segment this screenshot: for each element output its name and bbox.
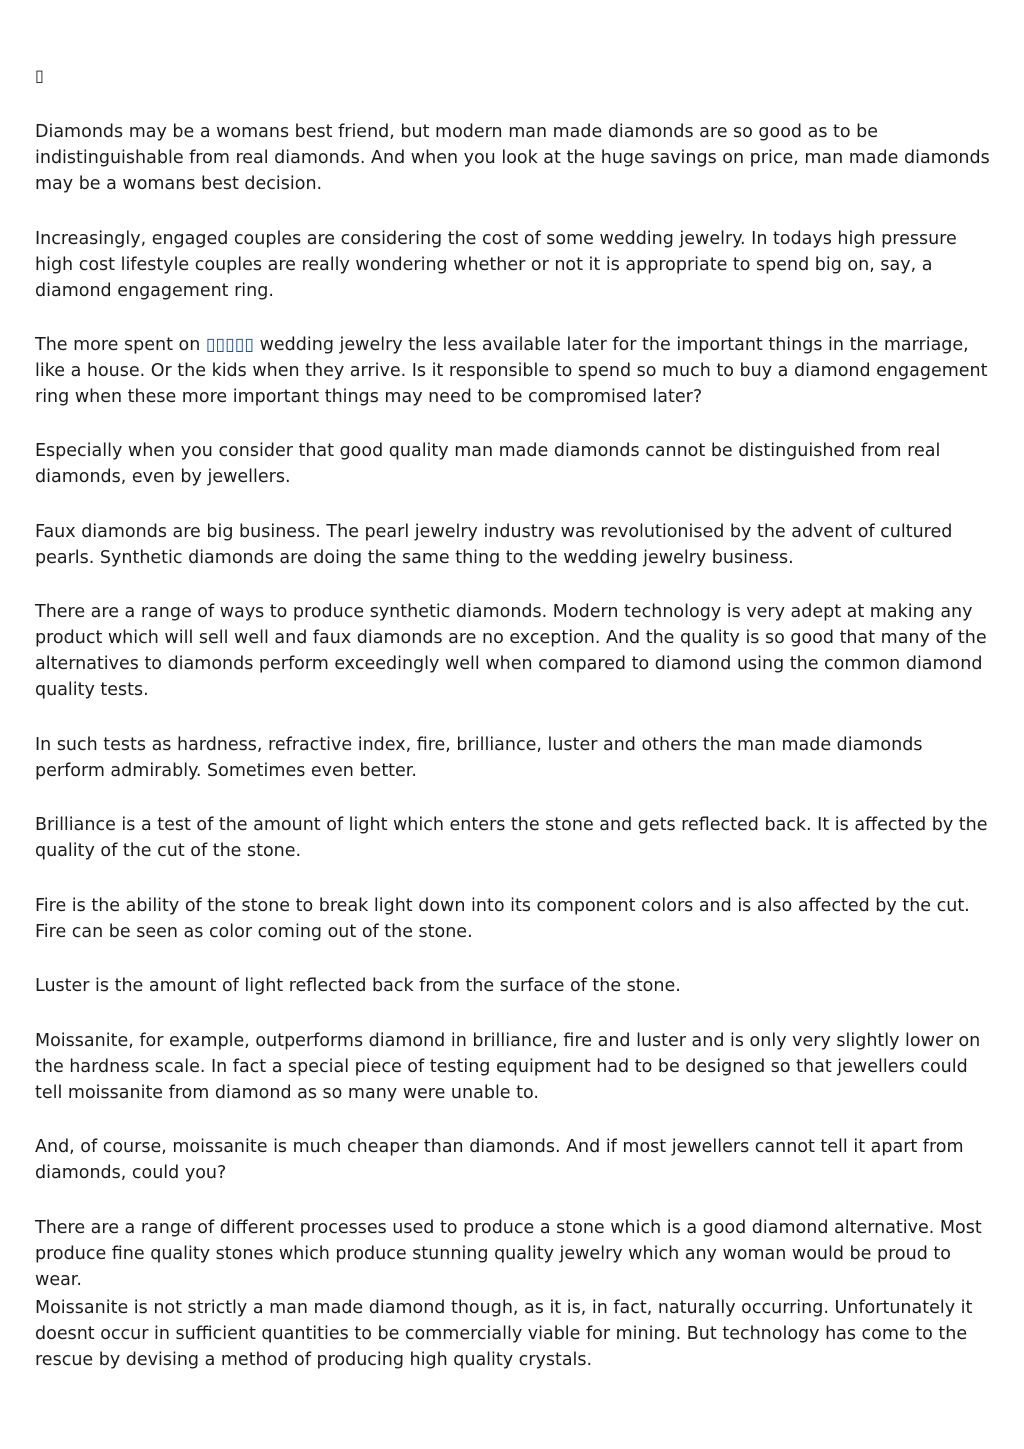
paragraph-11: Moissanite, for example, outperforms diamond in brilliance, fire and luster and is only very slightly lower on the hardness scale. In fact a special piece of testing equipment had to be designed so that jewellers could tell moissanite from diamond as so many were unable to. — [35, 1031, 981, 1103]
paragraph-6: There are a range of ways to produce synthetic diamonds. Modern technology is very adept at making any product which will sell well and faux diamonds are no exception. And the quality is so good that many of the alternatives to diamonds perform exceedingly well when compared to diamond using the common diamond quality tests. — [35, 602, 987, 700]
paragraph-10: Luster is the amount of light reflected back from the surface of the stone. — [35, 976, 681, 996]
paragraph-5: Faux diamonds are big business. The pearl jewelry industry was revolutionised by the advent of cultured pearls. Synthetic diamonds are doing the same thing to the wedding jewelry business. — [35, 522, 953, 568]
paragraph-3 — [35, 332, 995, 410]
inline-link[interactable]: ▯▯▯▯▯ — [205, 335, 255, 355]
paragraph-4: Especially when you consider that good quality man made diamonds cannot be distinguished from real diamonds, even by jewellers. — [35, 441, 941, 487]
paragraph-14: Moissanite is not strictly a man made diamond though, as it is, in fact, naturally occurring. Unfortunately it doesnt occur in sufficient quantities to be commercially viable for mining. But technology has come to the rescue by devising a method of producing high quality crystals. — [35, 1298, 973, 1370]
paragraph-2: Increasingly, engaged couples are considering the cost of some wedding jewelry. In todays high pressure high cost lifestyle couples are really wondering whether or not it is appropriate to spend big on, say, a diamond engagement ring. — [35, 229, 957, 301]
paragraph-3-rest: wedding jewelry the less available later for the important things in the marriage, like a house. Or the kids when they arrive. Is it responsible to spend so much to buy a diamond engagement ring when these more important things may need to be compromised later? — [35, 335, 988, 407]
paragraph-13: There are a range of different processes used to produce a stone which is a good diamond alternative. Most produce fine quality stones which produce stunning quality jewelry which any woman would be proud to wear. — [35, 1218, 982, 1290]
paragraph-8: Brilliance is a test of the amount of light which enters the stone and gets reflected back. It is affected by the quality of the cut of the stone. — [35, 815, 988, 861]
paragraph-9: Fire is the ability of the stone to break light down into its component colors and is also affected by the cut. Fire can be seen as color coming out of the stone. — [35, 896, 970, 942]
paragraph-7: In such tests as hardness, refractive index, fire, brilliance, luster and others the man made diamonds perform admirably. Sometimes even better. — [35, 735, 923, 781]
paragraph-12: And, of course, moissanite is much cheaper than diamonds. And if most jewellers cannot tell it apart from diamonds, could you? — [35, 1137, 964, 1183]
missing-glyph-icon: ▯ — [35, 66, 44, 85]
paragraph-1: Diamonds may be a womans best friend, but modern man made diamonds are so good as to be indistinguishable from real diamonds. And when you look at the huge savings on price, man made diamonds may be a womans best decision. — [35, 122, 990, 194]
paragraph-3-lead: The more spent on — [35, 335, 206, 355]
